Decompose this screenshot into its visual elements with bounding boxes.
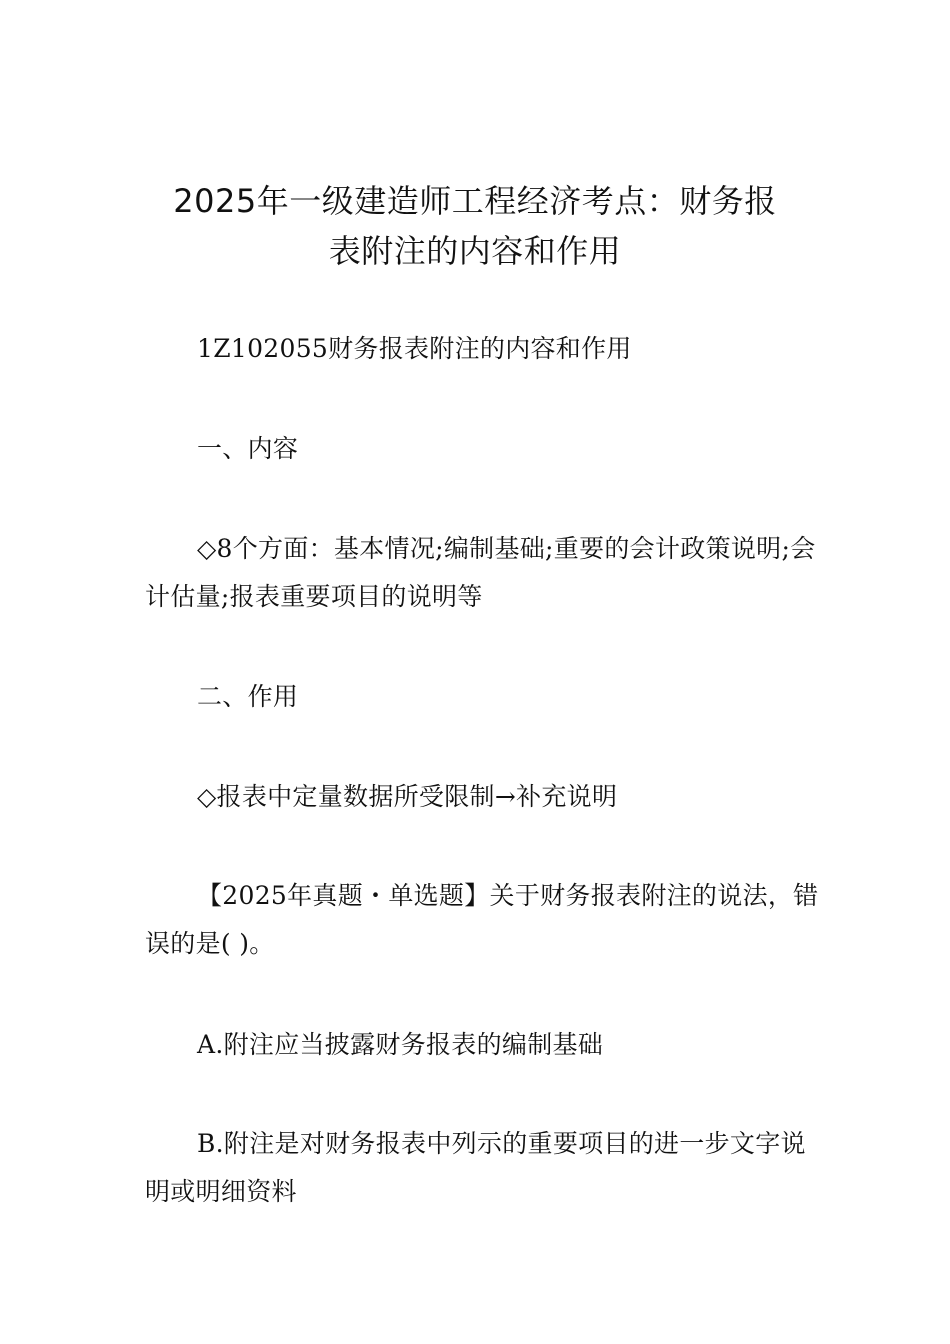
section-code-heading: 1Z102055财务报表附注的内容和作用: [197, 334, 632, 363]
section-heading-content: 一、内容: [197, 434, 299, 463]
title-line-1: 2025年一级建造师工程经济考点：财务报: [173, 182, 777, 220]
document-title: [120, 176, 830, 276]
answer-option-b: B.附注是对财务报表中列示的重要项目的进一步文字说明或明细资料: [145, 1129, 806, 1206]
function-point-paragraph: ◇报表中定量数据所受限制→补充说明: [197, 782, 618, 811]
section-heading-function: 二、作用: [197, 682, 299, 711]
content-points-paragraph: ◇8个方面：基本情况;编制基础;重要的会计政策说明;会计估量;报表重要项目的说明等: [145, 534, 816, 611]
exam-question-stem: 【2025年真题・单选题】关于财务报表附注的说法，错误的是( )。: [145, 881, 819, 958]
title-line-2: 表附注的内容和作用: [328, 232, 622, 270]
answer-option-a: A.附注应当披露财务报表的编制基础: [197, 1030, 604, 1059]
